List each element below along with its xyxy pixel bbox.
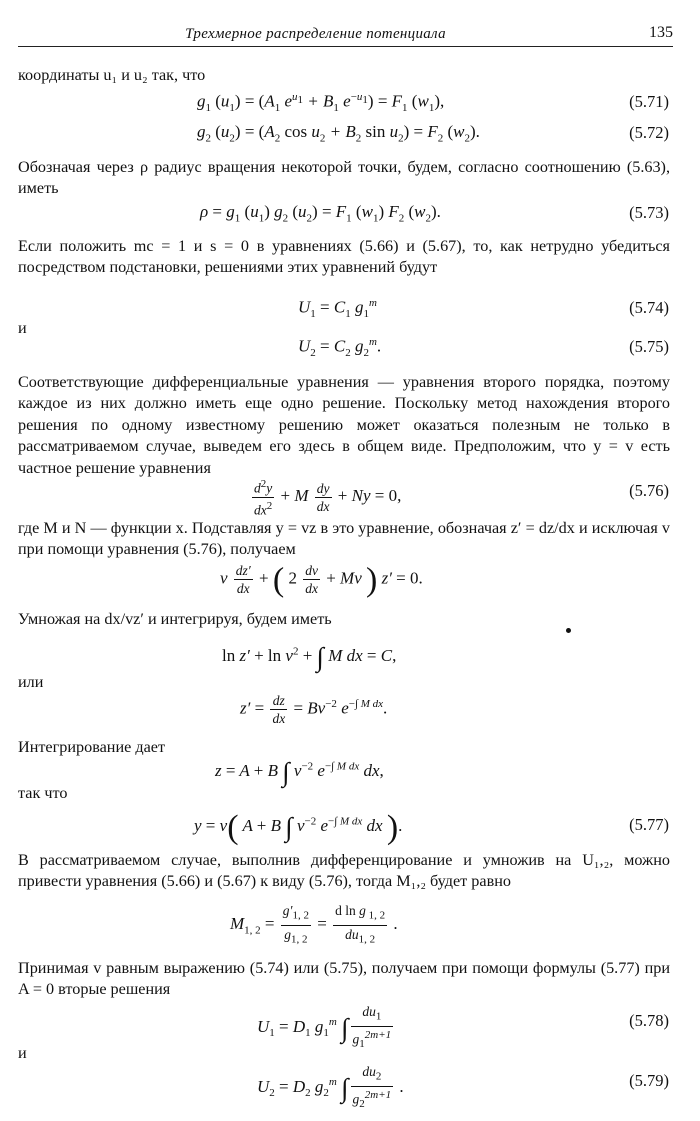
equation-after-5-77: $M_{1, 2}$ = $\frac{g'_{1, 2}}{g_{1, 2}}$ = $\frac{d \ln g _{1, 2}}{du_{1, 2}}$ . bbox=[230, 903, 398, 946]
equation-5-74: $U_1 = C_1$ $g_1^m$ bbox=[298, 297, 377, 321]
paragraph-so-that: так что bbox=[18, 784, 68, 802]
paragraph-8: В рассматриваемом случае, выполнив дифференцирование и умножив на U₁,₂, можно привести уравнения (5.66) и (5.67) к виду (5.76), тогда M₁,₂ будет равно bbox=[18, 851, 670, 891]
running-header bbox=[18, 24, 673, 47]
paragraph-3: Если положить mc = 1 и s = 0 в уравнениях (5.66) и (5.67), то, как нетрудно убедиться посредством подстановки, решениями этих уравнений будут bbox=[18, 237, 670, 277]
equation-number-5-72: (5.72) bbox=[629, 123, 669, 142]
equation-number-5-74: (5.74) bbox=[629, 298, 669, 317]
paragraph-1: координаты u₁ и u₂ так, что bbox=[18, 66, 206, 84]
equation-number-5-71: (5.71) bbox=[629, 92, 669, 111]
equation-number-5-75: (5.75) bbox=[629, 337, 669, 356]
equation-5-72: $g_2$ $(u_2) = (A_2$ $\cos u_2 + B_2$ $\sin u_2) = F_2$ $(w_2)$. bbox=[197, 122, 480, 145]
paragraph-2: Обозначая через ρ радиус вращения некоторой точки, будем, согласно соотношению (5.63), иметь bbox=[18, 158, 670, 198]
paragraph-or: или bbox=[18, 673, 44, 691]
equation-number-5-77: (5.77) bbox=[629, 815, 669, 834]
equation-number-5-79: (5.79) bbox=[629, 1071, 669, 1090]
paragraph-6: Умножая на dx/vz′ и интегрируя, будем иметь bbox=[18, 610, 332, 628]
equation-number-5-73: (5.73) bbox=[629, 203, 669, 222]
equation-5-76: $\frac{d^2y}{dx^2}$ + M $\frac{dy}{dx}$ + Ny = 0, bbox=[254, 478, 402, 517]
paragraph-5: где M и N — функции x. Подставляя y = vz в это уравнение, обозначая z′ = dz/dx и исключая v при помощи уравнения (5.76), получаем bbox=[18, 519, 670, 559]
page-number: 135 bbox=[649, 24, 673, 41]
equation-number-5-78: (5.78) bbox=[629, 1011, 669, 1030]
paragraph-9: Принимая v равным выражению (5.74) или (5.75), получаем при помощи формулы (5.77) при A = 0 вторые решения bbox=[18, 959, 670, 999]
equation-5-77: y = v( A + B ∫ $v^{-2}$ $e^{-\int M dx}$ dx ). bbox=[194, 809, 403, 846]
equation-after-5-76-a: v $\frac{dz'}{dx}$ + ( 2 $\frac{dv}{dx}$ + Mv ) z′ = 0. bbox=[220, 561, 423, 599]
equation-after-5-76-d: z = A + B ∫ $v^{-2}$ $e^{-\int M dx}$ dx, bbox=[215, 757, 384, 787]
paragraph-4: Соответствующие дифференциальные уравнения — уравнения второго порядка, поэтому каждое из них должно иметь еще одно решение. Поскольку метод нахождения второго решения по одному известному решению может оказаться полезным не только в рассматриваемом случае, выведем его здесь в общем виде. Предположим, что y = v есть частное решение уравнения bbox=[18, 373, 670, 477]
equation-5-71: $g_1$ $(u_1) = (A_1$ $e^{u_1} + B_1$ $e^{-u_1}) = F_1$ $(w_1)$, bbox=[197, 91, 445, 115]
header-title: Трехмерное распределение потенциала bbox=[185, 26, 446, 42]
equation-after-5-76-c: z′ = $\frac{dz}{dx}$ = $Bv^{-2}$ $e^{-\int M dx}$. bbox=[240, 693, 388, 726]
paragraph-and-2: и bbox=[18, 1044, 27, 1062]
paragraph-7: Интегрирование дает bbox=[18, 738, 166, 756]
equation-5-79: $U_2 = D_2$ $g_2^m$ ∫ $\frac{du_2}{g_2^{2m+1}}$ . bbox=[257, 1064, 404, 1110]
equation-number-5-76: (5.76) bbox=[629, 481, 669, 500]
equation-5-78: $U_1 = D_1$ $g_1^m$ ∫ $\frac{du_1}{g_1^{2m+1}}$ bbox=[257, 1004, 392, 1050]
ink-spot bbox=[566, 628, 571, 633]
equation-5-75: $U_2 = C_2$ $g_2^m$. bbox=[298, 336, 382, 360]
equation-5-73: $\rho = g_1$ $(u_1)$ $g_2$ $(u_2) = F_1$ $(w_1)$ $F_2$ $(w_2)$. bbox=[200, 202, 441, 225]
equation-after-5-76-b: $\ln z' + \ln v^2$ + ∫ M dx = C, bbox=[222, 642, 397, 672]
paragraph-and-1: и bbox=[18, 319, 27, 337]
